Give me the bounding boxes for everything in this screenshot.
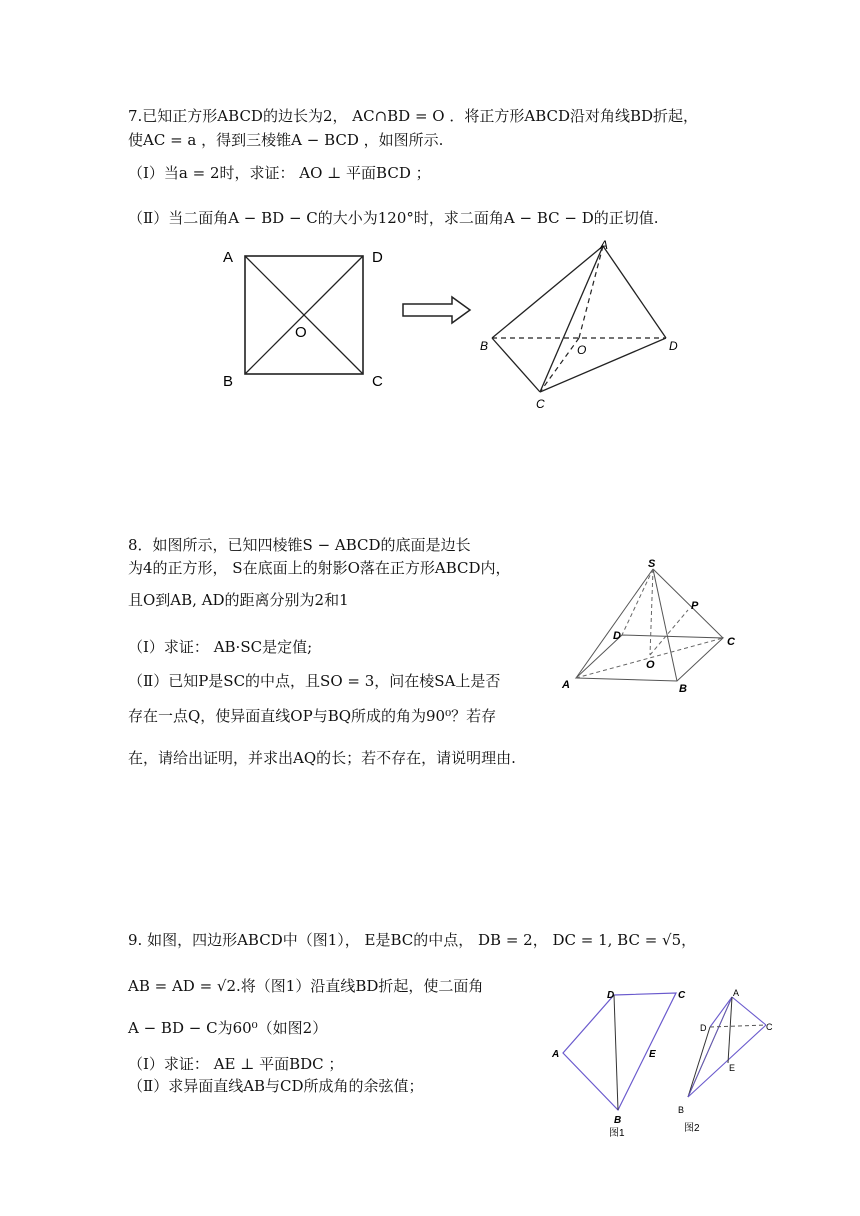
p8-line-2: 为4的正方形， S在底面上的射影O落在正方形ABCD内， — [128, 559, 511, 577]
pyramid-label-d: D — [669, 339, 678, 353]
p8-pyramid-figure — [558, 555, 748, 700]
p9-line-2: AB = AD = √2.将（图1）沿直线BD折起，使二面角 — [128, 977, 484, 995]
p9-part-1: （Ⅰ）求证： AE ⊥ 平面BDC ； — [128, 1055, 344, 1073]
fig1-label-a: A — [552, 1049, 560, 1060]
p9-line-3: A − BD − C为60⁰（如图2） — [128, 1019, 328, 1037]
p8-line-1: 8．如图所示，已知四棱锥S − ABCD的底面是边长 — [128, 536, 471, 554]
pyramid-label-c: C — [536, 397, 545, 410]
fig1-caption: 图1 — [609, 1128, 625, 1139]
p7-square-figure — [215, 240, 395, 395]
p7-part-1: （Ⅰ）当a = 2时，求证： AO ⊥ 平面BCD ； — [128, 164, 431, 182]
square-label-b: B — [223, 373, 234, 390]
p8-part-2: （Ⅱ）已知P是SC的中点，且SO = 3，问在棱SA上是否 — [128, 672, 501, 690]
p8-label-o: O — [646, 659, 655, 671]
p8-label-s: S — [648, 558, 656, 570]
square-label-d: D — [372, 249, 383, 266]
fig2-label-c: C — [766, 1022, 773, 1032]
fig2-caption: 图2 — [684, 1123, 700, 1134]
p8-part-1: （Ⅰ）求证： AB·SC是定值; — [128, 638, 313, 656]
fig2-label-d: D — [700, 1023, 707, 1033]
fig1-label-e: E — [649, 1049, 656, 1060]
p7-part-2: （Ⅱ）当二面角A − BD − C的大小为120°时，求二面角A − BC − D的正切值. — [128, 209, 659, 227]
fig2-label-a: A — [733, 988, 740, 998]
square-label-c: C — [372, 373, 383, 390]
p7-pyramid-figure — [478, 238, 688, 410]
fig2-label-b: B — [678, 1105, 685, 1115]
pyramid-label-a: A — [600, 238, 609, 252]
fig1-label-b: B — [614, 1115, 622, 1126]
pyramid-label-o: O — [577, 343, 587, 357]
square-label-o: O — [295, 324, 307, 341]
square-label-a: A — [223, 249, 234, 266]
p9-figure-2 — [672, 985, 782, 1135]
arrow-icon — [400, 294, 475, 326]
p8-label-d: D — [613, 630, 621, 642]
p8-line-6: 存在一点Q，使异面直线OP与BQ所成的角为90⁰？若存 — [128, 707, 497, 725]
fig1-label-d: D — [607, 990, 615, 1001]
p8-label-p: P — [691, 600, 699, 612]
p8-label-a: A — [562, 679, 570, 691]
fig1-label-c: C — [678, 990, 686, 1001]
pyramid-label-b: B — [480, 339, 489, 353]
p9-line-1: 9. 如图，四边形ABCD中（图1）， E是BC的中点， DB = 2， DC = 1, BC = √5， — [128, 931, 697, 949]
p9-part-2: （Ⅱ）求异面直线AB与CD所成角的余弦值； — [128, 1077, 424, 1095]
p8-label-b: B — [679, 683, 687, 695]
p7-line-1: 7.已知正方形ABCD的边长为2， AC∩BD = O ．将正方形ABCD沿对角线BD折起， — [128, 107, 699, 125]
p7-line-2: 使AC = a ，得到三棱锥A − BCD ，如图所示. — [128, 131, 444, 149]
p8-line-3: 且O到AB, AD的距离分别为2和1 — [128, 591, 349, 609]
fig2-label-e: E — [729, 1063, 736, 1073]
p8-line-7: 在，请给出证明，并求出AQ的长；若不存在，请说明理由. — [128, 749, 516, 767]
p8-label-c: C — [727, 636, 735, 648]
